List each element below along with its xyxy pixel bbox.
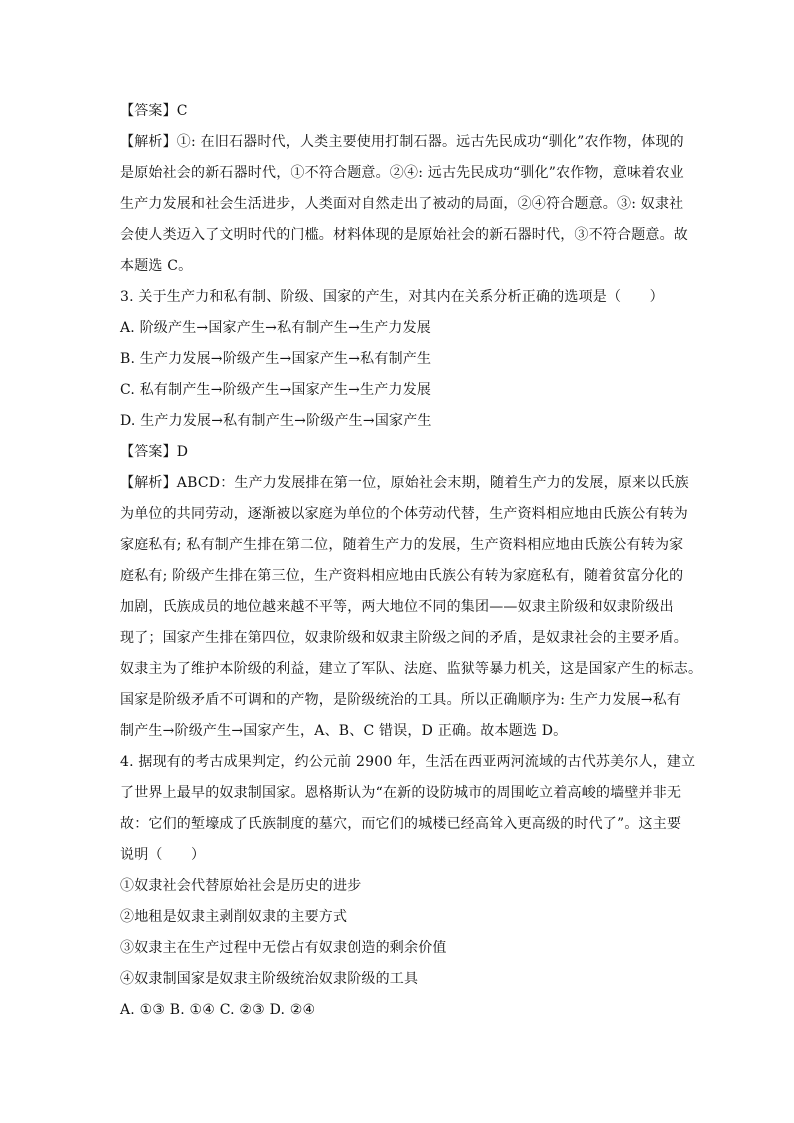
q4-statement-1: ①奴隶社会代替原始社会是历史的进步: [120, 878, 362, 894]
q4-choices: A. ①③ B. ①④ C. ②③ D. ②④: [120, 1002, 316, 1018]
document-content: [120, 101, 703, 1020]
q3-analysis-line: 为单位的共同劳动，逐渐被以家庭为单位的个体劳动代替，生产资料相应地由氏族公有转为: [120, 506, 688, 522]
q4-question-line: 4. 据现有的考古成果判定，约公元前 2900 年，生活在西亚两河流域的古代苏美尔人，建立: [120, 754, 696, 770]
q3-analysis-line: 制产生→阶级产生→国家产生，A、B、C 错误，D 正确。故本题选 D。: [120, 723, 568, 739]
q3-analysis-line: 奴隶主为了维护本阶级的利益，建立了军队、法庭、监狱等暴力机关，这是国家产生的标志。: [120, 661, 703, 677]
q4-statement-2: ②地租是奴隶主剥削奴隶的主要方式: [120, 909, 348, 925]
q3-option-a: A. 阶级产生→国家产生→私有制产生→生产力发展: [120, 320, 432, 336]
q3-option-d: D. 生产力发展→私有制产生→阶级产生→国家产生: [120, 413, 432, 429]
q3-analysis-line: 庭私有; 阶级产生排在第三位，生产资料相应地由氏族公有转为家庭私有，随着贫富分化的: [120, 568, 684, 584]
q4-statement-3: ③奴隶主在生产过程中无偿占有奴隶创造的剩余价值: [120, 940, 447, 956]
q4-question-line: 说明（ ）: [120, 847, 206, 863]
q3-answer: 【答案】D: [120, 444, 189, 460]
q2-analysis-line: 生产力发展和社会生活进步，人类面对自然走出了被动的局面，②④符合题意。③: 奴隶社: [120, 196, 684, 212]
q3-analysis-line: 加剧，氏族成员的地位越来越不平等，两大地位不同的集团——奴隶主阶级和奴隶阶级出: [120, 599, 674, 615]
q2-analysis-line: 【解析】①: 在旧石器时代，人类主要使用打制石器。远古先民成功“驯化”农作物，体现的: [120, 134, 684, 150]
q3-question: 3. 关于生产力和私有制、阶级、国家的产生，对其内在关系分析正确的选项是（ ）: [120, 289, 664, 305]
q4-question-line: 了世界上最早的奴隶制国家。恩格斯认为“在新的设防城市的周围屹立着高峻的墙壁并非无: [120, 785, 682, 801]
q4-question-line: 故：它们的堑壕成了氏族制度的墓穴，而它们的城楼已经高耸入更高级的时代了”。这主要: [120, 816, 682, 832]
q4-statement-4: ④奴隶制国家是奴隶主阶级统治奴隶阶级的工具: [120, 971, 419, 987]
q3-analysis-line: 家庭私有; 私有制产生排在第二位，随着生产力的发展，生产资料相应地由氏族公有转为家: [120, 537, 684, 553]
q2-analysis-line: 本题选 C。: [120, 258, 193, 274]
q3-analysis-line: 国家是阶级矛盾不可调和的产物，是阶级统治的工具。所以正确顺序为: 生产力发展→私有: [120, 692, 682, 708]
q2-analysis-line: 会使人类迈入了文明时代的门槛。材料体现的是原始社会的新石器时代，③不符合题意。故: [120, 227, 688, 243]
q2-analysis-line: 是原始社会的新石器时代，①不符合题意。②④: 远古先民成功“驯化”农作物，意味着农业: [120, 165, 684, 181]
q3-analysis-line: 【解析】ABCD：生产力发展排在第一位，原始社会末期，随着生产力的发展，原来以氏族: [120, 475, 689, 491]
q3-analysis-line: 现了；国家产生排在第四位，奴隶阶级和奴隶主阶级之间的矛盾，是奴隶社会的主要矛盾。: [120, 630, 688, 646]
q2-answer: 【答案】C: [120, 103, 188, 119]
q3-option-b: B. 生产力发展→阶级产生→国家产生→私有制产生: [120, 351, 432, 367]
q3-option-c: C. 私有制产生→阶级产生→国家产生→生产力发展: [120, 382, 432, 398]
